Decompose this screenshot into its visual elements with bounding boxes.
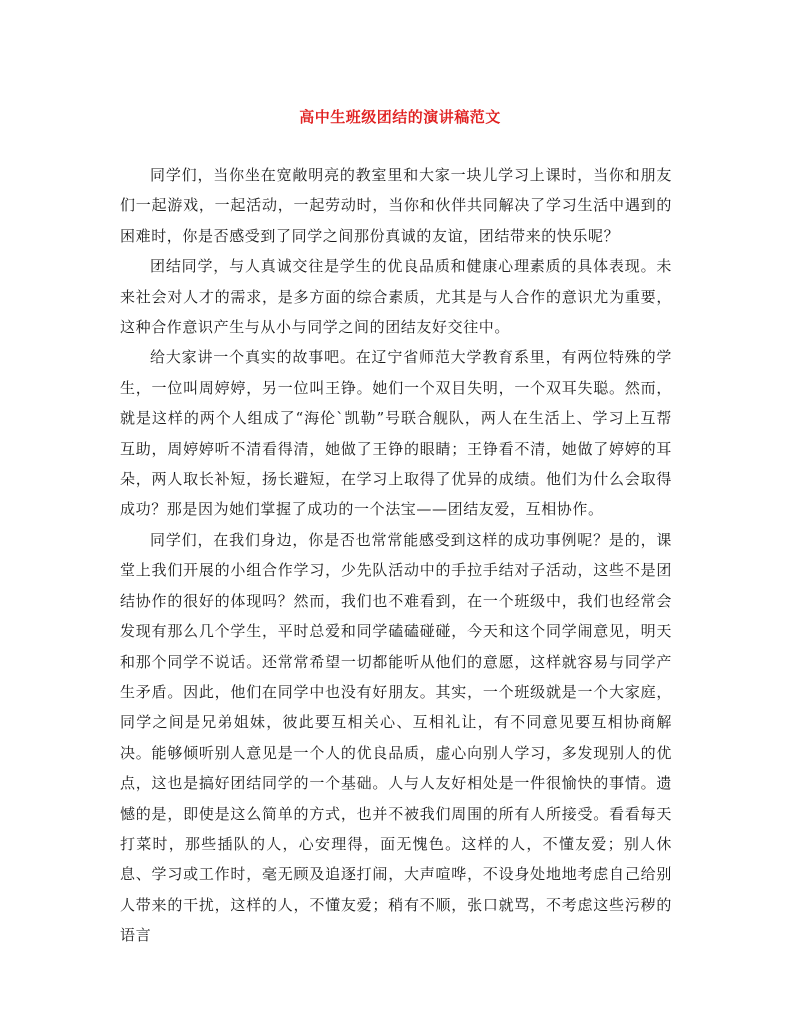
paragraph-4: 同学们，在我们身边，你是否也常常能感受到这样的成功事例呢？是的，课堂上我们开展的小组合作学习，少先队活动中的手拉手结对子活动，这些不是团结协作的很好的体现吗？然而，我们也不难看到，在一个班级中，我们也经常会发现有那么几个学生，平时总爱和同学磕磕碰碰，今天和这个同学闹意见，明天和那个同学不说话。还常常希望一切都能听从他们的意愿，这样就容易与同学产生矛盾。因此，他们在同学中也没有好朋友。其实，一个班级就是一个大家庭，同学之间是兄弟姐妹，彼此要互相关心、互相礼让，有不同意见要互相协商解决。能够倾听别人意见是一个人的优良品质，虚心向别人学习，多发现别人的优点，这也是搞好团结同学的一个基础。人与人友好相处是一件很愉快的事情。遗憾的是，即使是这么简单的方式，也并不被我们周围的所有人所接受。看看每天打菜时，那些插队的人，心安理得，面无愧色。这样的人，不懂友爱；别人休息、学习或工作时，毫无顾及追逐打闹，大声喧哗，不设身处地地考虑自己给别人带来的干扰，这样的人，不懂友爱；稍有不顺，张口就骂，不考虑这些污秽的语言	[120, 530, 672, 945]
document-body	[120, 160, 672, 951]
paragraph-3: 给大家讲一个真实的故事吧。在辽宁省师范大学教育系里，有两位特殊的学生，一位叫周婷婷，另一位叫王铮。她们一个双目失明，一个双耳失聪。然而，就是这样的两个人组成了“海伦`凯勒”号联合舰队，两人在生活上、学习上互帮互助，周婷婷听不清看得清，她做了王铮的眼睛；王铮看不清，她做了婷婷的耳朵，两人取长补短，扬长避短，在学习上取得了优异的成绩。他们为什么会取得成功？那是因为她们掌握了成功的一个法宝——团结友爱，互相协作。	[120, 348, 672, 519]
paragraph-2: 团结同学，与人真诚交往是学生的优良品质和健康心理素质的具体表现。未来社会对人才的需求，是多方面的综合素质，尤其是与人合作的意识尤为重要，这种合作意识产生与从小与同学之间的团结友好交往中。	[120, 257, 672, 337]
document-title: 高中生班级团结的演讲稿范文	[299, 108, 501, 126]
paragraph-1: 同学们，当你坐在宽敞明亮的教室里和大家一块儿学习上课时，当你和朋友们一起游戏，一起活动，一起劳动时，当你和伙伴共同解决了学习生活中遇到的困难时，你是否感受到了同学之间那份真诚的友谊，团结带来的快乐呢？	[120, 166, 672, 245]
